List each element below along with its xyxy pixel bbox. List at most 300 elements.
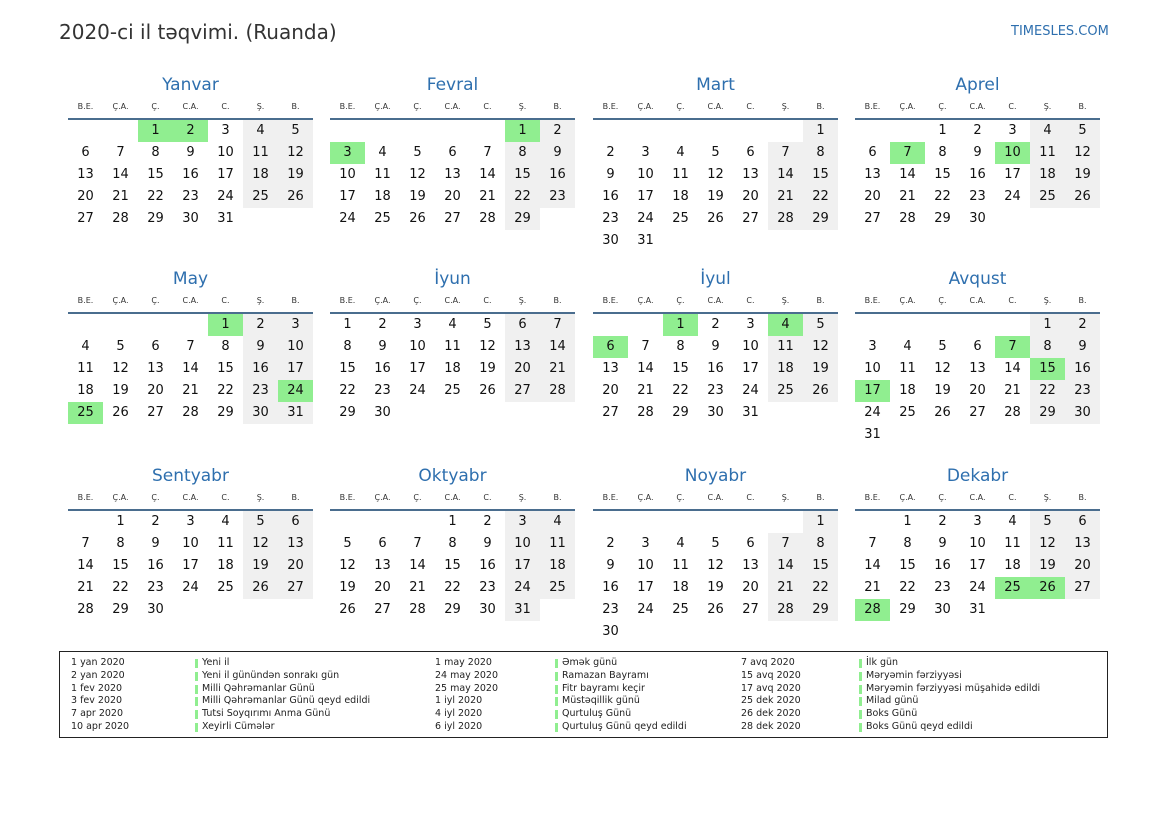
empty-cell — [68, 511, 103, 533]
week-row — [68, 314, 313, 336]
weekday-label: B. — [1078, 296, 1087, 305]
day-cell: 19 — [803, 358, 838, 380]
day-cell: 11 — [672, 558, 689, 573]
legend-holiday-marker — [555, 723, 558, 732]
day-cell: 14 — [182, 361, 199, 376]
weekday-header — [68, 294, 313, 308]
day-cell: 18 — [540, 555, 575, 577]
legend-holiday-name: Boks Günü — [866, 708, 918, 720]
day-cell: 23 — [1065, 380, 1100, 402]
month-name: Oktyabr — [418, 466, 487, 486]
day-cell: 4 — [243, 120, 278, 142]
empty-cell — [733, 230, 768, 252]
weekday-label: B.E. — [602, 493, 619, 502]
weekday-label: B.E. — [602, 296, 619, 305]
day-cell: 17 — [742, 361, 759, 376]
day-cell: 21 — [77, 580, 94, 595]
weekday-label: Ç. — [413, 296, 422, 305]
legend-holiday-marker — [195, 723, 198, 732]
day-cell: 13 — [278, 533, 313, 555]
weekday-label: C.A. — [969, 296, 986, 305]
legend-holiday-name: Qurtuluş Günü qeyd edildi — [562, 720, 687, 732]
day-cell: 28 — [1004, 405, 1021, 420]
day-cell: 4 — [1030, 120, 1065, 142]
day-cell: 23 — [602, 602, 619, 617]
day-cell: 18 — [217, 558, 234, 573]
week-row — [593, 577, 838, 599]
empty-cell — [995, 599, 1030, 621]
day-cell: 13 — [864, 167, 881, 182]
day-cell: 19 — [707, 580, 724, 595]
week-row — [593, 120, 838, 142]
day-cell: 1 — [803, 120, 838, 142]
empty-cell — [243, 599, 278, 621]
day-cell: 25 — [243, 186, 278, 208]
day-cell: 11 — [243, 142, 278, 164]
legend-date: 17 avq 2020 — [741, 682, 801, 694]
month-name: Sentyabr — [152, 466, 229, 486]
empty-cell — [505, 402, 540, 424]
day-cell: 20 — [969, 383, 986, 398]
day-cell: 3 — [505, 511, 540, 533]
day-cell: 7 — [540, 314, 575, 336]
day-cell: 21 — [479, 189, 496, 204]
day-cell: 2 — [711, 317, 720, 332]
day-cell: 15 — [899, 558, 916, 573]
day-cell: 11 — [540, 533, 575, 555]
legend-holiday-name: Milad günü — [866, 695, 919, 707]
weekday-label: Ç. — [938, 296, 947, 305]
weekday-label: B. — [553, 102, 562, 111]
week-row — [68, 208, 313, 230]
empty-cell — [1030, 208, 1065, 230]
weekday-label: Ç. — [151, 493, 160, 502]
legend-date: 24 may 2020 — [435, 669, 499, 681]
legend-holiday-marker — [859, 697, 862, 706]
week-row — [855, 533, 1100, 555]
empty-cell — [995, 314, 1030, 336]
day-cell: 1 — [208, 314, 243, 336]
month-aprel — [855, 74, 1100, 230]
day-cell: 13 — [969, 361, 986, 376]
month-name: Aprel — [955, 75, 1000, 95]
weekday-label: Ş. — [518, 296, 527, 305]
empty-cell — [173, 599, 208, 621]
week-row — [330, 555, 575, 577]
day-cell: 22 — [339, 383, 356, 398]
empty-cell — [628, 314, 663, 336]
weekday-label: Ş. — [1043, 102, 1052, 111]
month-sentyabr — [68, 465, 313, 621]
day-cell: 26 — [707, 602, 724, 617]
day-cell: 10 — [278, 336, 313, 358]
weekday-label: C. — [746, 493, 755, 502]
day-cell: 5 — [278, 120, 313, 142]
legend-holiday-name: Milli Qəhrəmanlar Günü — [202, 682, 315, 694]
day-cell: 27 — [602, 405, 619, 420]
day-cell: 23 — [602, 211, 619, 226]
day-cell: 7 — [413, 536, 422, 551]
legend-holiday-name: Qurtuluş Günü — [562, 708, 632, 720]
day-cell: 29 — [217, 405, 234, 420]
day-cell: 21 — [768, 186, 803, 208]
empty-cell — [768, 230, 803, 252]
day-cell: 22 — [112, 580, 129, 595]
week-row — [855, 424, 1100, 446]
day-cell: 29 — [112, 602, 129, 617]
legend-date: 1 may 2020 — [435, 657, 492, 668]
day-cell: 24 — [742, 383, 759, 398]
empty-cell — [1065, 599, 1100, 621]
legend-holiday-marker — [555, 672, 558, 681]
day-cell: 5 — [243, 511, 278, 533]
legend-column — [71, 657, 431, 734]
day-cell: 10 — [995, 142, 1030, 164]
weekday-header — [68, 491, 313, 505]
weekday-label: C. — [746, 102, 755, 111]
day-cell: 7 — [81, 536, 90, 551]
empty-cell — [698, 621, 733, 643]
day-cell: 2 — [151, 514, 160, 529]
week-row — [593, 599, 838, 621]
day-cell: 2 — [173, 120, 208, 142]
day-cell: 12 — [243, 533, 278, 555]
day-cell: 16 — [182, 167, 199, 182]
empty-cell — [803, 402, 838, 424]
day-cell: 3 — [641, 536, 650, 551]
weekday-header — [68, 100, 313, 114]
week-row — [330, 186, 575, 208]
day-cell: 12 — [339, 558, 356, 573]
legend-row — [71, 695, 431, 708]
day-cell: 12 — [803, 336, 838, 358]
day-cell: 28 — [768, 599, 803, 621]
day-cell: 18 — [374, 189, 391, 204]
day-cell: 12 — [409, 167, 426, 182]
day-cell: 27 — [374, 602, 391, 617]
weekday-label: B.E. — [864, 102, 881, 111]
weekday-label: Ç.A. — [374, 296, 391, 305]
day-cell: 26 — [409, 211, 426, 226]
weekday-label: C.A. — [969, 493, 986, 502]
week-row — [855, 142, 1100, 164]
weekday-label: Ç.A. — [112, 102, 129, 111]
empty-cell — [855, 511, 890, 533]
day-cell: 16 — [147, 558, 164, 573]
day-cell: 10 — [864, 361, 881, 376]
day-cell: 9 — [483, 536, 492, 551]
week-row — [68, 402, 313, 424]
day-cell: 8 — [938, 145, 947, 160]
day-cell: 21 — [112, 189, 129, 204]
day-cell: 19 — [339, 580, 356, 595]
legend-date: 28 dek 2020 — [741, 720, 801, 732]
weekday-label: C. — [221, 102, 230, 111]
day-cell: 26 — [112, 405, 129, 420]
day-cell: 21 — [637, 383, 654, 398]
day-cell: 8 — [803, 533, 838, 555]
day-cell: 28 — [112, 211, 129, 226]
weekday-header — [330, 100, 575, 114]
day-cell: 28 — [182, 405, 199, 420]
day-cell: 16 — [969, 167, 986, 182]
day-cell: 4 — [378, 145, 387, 160]
day-cell: 5 — [803, 314, 838, 336]
day-cell: 26 — [934, 405, 951, 420]
week-row — [330, 208, 575, 230]
empty-cell — [1065, 424, 1100, 446]
day-cell: 11 — [899, 361, 916, 376]
day-cell: 26 — [278, 186, 313, 208]
day-cell: 5 — [483, 317, 492, 332]
empty-cell — [663, 621, 698, 643]
empty-cell — [365, 511, 400, 533]
empty-cell — [103, 314, 138, 336]
legend-holiday-marker — [859, 685, 862, 694]
day-cell: 4 — [903, 339, 912, 354]
empty-cell — [698, 120, 733, 142]
month-i̇yul — [593, 268, 838, 424]
day-cell: 15 — [217, 361, 234, 376]
legend-holiday-marker — [555, 659, 558, 668]
day-cell: 11 — [444, 339, 461, 354]
day-cell: 23 — [374, 383, 391, 398]
legend-holiday-name: Xeyirli Cümələr — [202, 720, 275, 732]
week-row — [68, 120, 313, 142]
weekday-label: Ç. — [413, 102, 422, 111]
weekday-label: B.E. — [864, 493, 881, 502]
day-cell: 26 — [479, 383, 496, 398]
day-cell: 7 — [483, 145, 492, 160]
weekday-label: C. — [1008, 296, 1017, 305]
day-cell: 20 — [742, 189, 759, 204]
empty-cell — [470, 402, 505, 424]
day-cell: 5 — [711, 145, 720, 160]
day-cell: 19 — [1065, 164, 1100, 186]
day-cell: 31 — [637, 233, 654, 248]
empty-cell — [925, 424, 960, 446]
day-cell: 31 — [217, 211, 234, 226]
week-row — [68, 511, 313, 533]
legend-date: 7 avq 2020 — [741, 657, 795, 668]
week-row — [855, 186, 1100, 208]
day-cell: 24 — [864, 405, 881, 420]
day-cell: 7 — [768, 533, 803, 555]
day-cell: 28 — [409, 602, 426, 617]
weekday-label: B. — [1078, 493, 1087, 502]
day-cell: 1 — [938, 123, 947, 138]
day-cell: 29 — [803, 208, 838, 230]
weekday-label: Ç.A. — [637, 102, 654, 111]
day-cell: 21 — [899, 189, 916, 204]
week-row — [593, 314, 838, 336]
legend-date: 7 apr 2020 — [71, 708, 124, 720]
empty-cell — [663, 511, 698, 533]
day-cell: 25 — [68, 402, 103, 424]
day-cell: 13 — [77, 167, 94, 182]
day-cell: 28 — [855, 599, 890, 621]
day-cell: 25 — [444, 383, 461, 398]
weekday-label: B. — [291, 493, 300, 502]
legend-date: 10 apr 2020 — [71, 720, 130, 732]
day-cell: 15 — [803, 164, 838, 186]
empty-cell — [960, 424, 995, 446]
legend-row — [71, 670, 431, 683]
weekday-label: C. — [221, 296, 230, 305]
month-name: Noyabr — [684, 466, 747, 486]
day-cell: 30 — [147, 602, 164, 617]
empty-cell — [628, 120, 663, 142]
legend-holiday-marker — [195, 697, 198, 706]
day-cell: 11 — [1004, 536, 1021, 551]
day-cell: 5 — [343, 536, 352, 551]
day-cell: 5 — [116, 339, 125, 354]
day-cell: 7 — [995, 336, 1030, 358]
day-cell: 18 — [768, 358, 803, 380]
weekday-label: Ş. — [256, 102, 265, 111]
day-cell: 9 — [606, 558, 615, 573]
day-cell: 20 — [278, 555, 313, 577]
weekday-label: Ç.A. — [637, 493, 654, 502]
legend-holiday-name: Məryəmin fərziyyəsi müşahidə edildi — [866, 682, 1041, 694]
day-cell: 12 — [112, 361, 129, 376]
day-cell: 9 — [711, 339, 720, 354]
day-cell: 8 — [1030, 336, 1065, 358]
day-cell: 2 — [973, 123, 982, 138]
day-cell: 26 — [1030, 577, 1065, 599]
brand-link[interactable]: TIMESLES.COM — [1011, 24, 1109, 39]
day-cell: 25 — [899, 405, 916, 420]
empty-cell — [855, 120, 890, 142]
day-cell: 13 — [444, 167, 461, 182]
empty-cell — [400, 511, 435, 533]
week-row — [855, 164, 1100, 186]
weekday-label: Ş. — [1043, 296, 1052, 305]
day-cell: 31 — [278, 402, 313, 424]
day-cell: 27 — [278, 577, 313, 599]
day-cell: 21 — [1004, 383, 1021, 398]
week-row — [593, 380, 838, 402]
day-cell: 12 — [707, 167, 724, 182]
weekday-header — [593, 491, 838, 505]
day-cell: 28 — [637, 405, 654, 420]
day-cell: 18 — [77, 383, 94, 398]
day-cell: 1 — [663, 314, 698, 336]
legend-holiday-name: Yeni il günündən sonrakı gün — [202, 669, 340, 681]
day-cell: 9 — [151, 536, 160, 551]
day-cell: 13 — [1065, 533, 1100, 555]
day-cell: 7 — [116, 145, 125, 160]
weekday-label: C.A. — [707, 493, 724, 502]
day-cell: 10 — [217, 145, 234, 160]
month-name: İyul — [700, 269, 731, 289]
week-row — [593, 186, 838, 208]
day-cell: 25 — [540, 577, 575, 599]
week-row — [593, 358, 838, 380]
week-row — [68, 599, 313, 621]
day-cell: 23 — [479, 580, 496, 595]
legend-holiday-marker — [195, 685, 198, 694]
day-cell: 11 — [672, 167, 689, 182]
day-cell: 31 — [742, 405, 759, 420]
day-cell: 20 — [864, 189, 881, 204]
week-row — [330, 120, 575, 142]
month-name: Avqust — [948, 269, 1007, 289]
day-cell: 14 — [409, 558, 426, 573]
day-cell: 22 — [147, 189, 164, 204]
week-row — [855, 402, 1100, 424]
empty-cell — [855, 314, 890, 336]
day-cell: 23 — [540, 186, 575, 208]
weekday-header — [855, 491, 1100, 505]
day-cell: 14 — [768, 164, 803, 186]
weekday-label: Ç.A. — [374, 493, 391, 502]
week-row — [330, 402, 575, 424]
week-row — [330, 380, 575, 402]
weekday-label: B. — [816, 102, 825, 111]
day-cell: 15 — [505, 164, 540, 186]
weekday-label: B.E. — [77, 493, 94, 502]
day-cell: 3 — [278, 314, 313, 336]
day-cell: 12 — [1065, 142, 1100, 164]
legend-holiday-name: Müstəqillik günü — [562, 695, 640, 707]
day-cell: 13 — [742, 167, 759, 182]
day-cell: 14 — [540, 336, 575, 358]
day-cell: 23 — [707, 383, 724, 398]
day-cell: 7 — [641, 339, 650, 354]
month-name: İyun — [434, 269, 471, 289]
day-cell: 23 — [243, 380, 278, 402]
day-cell: 23 — [182, 189, 199, 204]
day-cell: 26 — [1065, 186, 1100, 208]
day-cell: 19 — [707, 189, 724, 204]
week-row — [593, 208, 838, 230]
day-cell: 4 — [676, 536, 685, 551]
day-cell: 8 — [448, 536, 457, 551]
empty-cell — [243, 208, 278, 230]
weekday-label: Ş. — [1043, 493, 1052, 502]
day-cell: 29 — [147, 211, 164, 226]
legend-holiday-marker — [859, 710, 862, 719]
page-title: 2020-ci il təqvimi. (Ruanda) — [59, 20, 337, 44]
day-cell: 1 — [138, 120, 173, 142]
weekday-label: C. — [1008, 493, 1017, 502]
empty-cell — [628, 511, 663, 533]
week-row — [68, 380, 313, 402]
day-cell: 27 — [147, 405, 164, 420]
day-cell: 27 — [444, 211, 461, 226]
week-row — [68, 186, 313, 208]
legend-date: 26 dek 2020 — [741, 708, 801, 720]
day-cell: 3 — [641, 145, 650, 160]
legend-row — [741, 683, 1101, 696]
day-cell: 6 — [505, 314, 540, 336]
week-row — [330, 142, 575, 164]
day-cell: 27 — [77, 211, 94, 226]
day-cell: 26 — [243, 577, 278, 599]
weekday-label: Ş. — [518, 493, 527, 502]
legend-holiday-marker — [195, 710, 198, 719]
day-cell: 3 — [221, 123, 230, 138]
day-cell: 9 — [378, 339, 387, 354]
empty-cell — [68, 314, 103, 336]
legend-row — [741, 695, 1101, 708]
month-yanvar — [68, 74, 313, 230]
day-cell: 29 — [899, 602, 916, 617]
month-i̇yun — [330, 268, 575, 424]
day-cell: 5 — [413, 145, 422, 160]
day-cell: 5 — [1030, 511, 1065, 533]
